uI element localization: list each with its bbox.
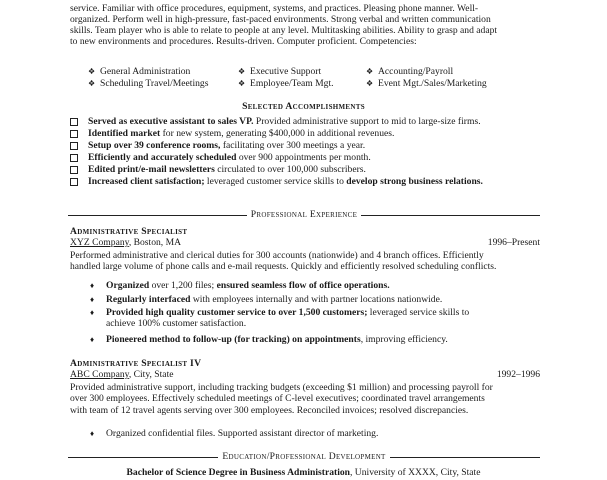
experience-heading-text: Professional Experience xyxy=(247,209,361,220)
job-entry xyxy=(70,358,540,416)
competencies-row xyxy=(88,78,548,90)
accomplishment-item: Increased client satisfaction; leveraged customer service skills to develop strong business relations. xyxy=(70,176,550,188)
job-bullet: ♦ Pioneered method to follow-up (for tracking) on appointments, improving efficiency. xyxy=(90,334,448,345)
job-dates: 1992–1996 xyxy=(496,369,540,381)
education-heading xyxy=(68,451,540,463)
company-line xyxy=(70,369,540,380)
company-line xyxy=(70,237,540,248)
company-name: XYZ Company xyxy=(70,237,129,249)
company-name: ABC Company xyxy=(70,369,129,381)
job-entry xyxy=(70,226,540,273)
job-bullet: ♦ Organized confidential files. Supported assistant director of marketing. xyxy=(90,428,379,439)
accomplishments-heading: Selected Accomplishments xyxy=(242,101,365,112)
company-location: , Boston, MA xyxy=(128,237,182,249)
diamond-bullet-icon: ❖ xyxy=(238,67,246,76)
job-bullet: ♦ Regularly interfaced with employees internally and with partner locations nationwide. xyxy=(90,294,443,305)
accomplishment-item: Identified market for new system, generating $400,000 in additional revenues. xyxy=(70,128,550,140)
summary-line: service. Familiar with office procedures, equipment, systems, and practices. Pleasing phone manner. Well- xyxy=(70,3,479,14)
job-bullet: ♦ Organized over 1,200 files; ensured seamless flow of office operations. xyxy=(90,280,390,291)
competency-item: ❖ Employee/Team Mgt. xyxy=(238,78,334,89)
diamond-bullet-icon: ♦ xyxy=(90,295,95,304)
diamond-bullet-icon: ♦ xyxy=(90,308,95,317)
checkbox-bullet-icon xyxy=(70,166,78,174)
checkbox-bullet-icon xyxy=(70,178,78,186)
company-location: , City, State xyxy=(128,369,174,381)
diamond-bullet-icon: ❖ xyxy=(238,79,246,88)
summary-line: organized. Perform well in high-pressure, fast-paced environments. Strong verbal and written communication xyxy=(70,14,491,26)
accomplishment-item: Setup over 39 conference rooms, facilitating over 300 meetings a year. xyxy=(70,140,550,152)
job-title: Administrative Specialist xyxy=(70,226,188,237)
diamond-bullet-icon: ♦ xyxy=(90,281,95,290)
diamond-bullet-icon: ❖ xyxy=(88,79,96,88)
competency-item: ❖ Executive Support xyxy=(238,66,322,77)
checkbox-bullet-icon xyxy=(70,154,78,162)
experience-heading xyxy=(68,209,540,221)
competency-item: ❖ Accounting/Payroll xyxy=(366,66,454,77)
diamond-bullet-icon: ❖ xyxy=(366,79,374,88)
competencies-row xyxy=(88,66,548,78)
job-title: Administrative Specialist IV xyxy=(70,358,202,369)
diamond-bullet-icon: ♦ xyxy=(90,335,95,344)
job-bullets xyxy=(90,428,530,439)
diamond-bullet-icon: ♦ xyxy=(90,429,95,438)
job-bullet: ♦ Provided high quality customer service to over 1,500 customers; leveraged service skills to achieve 100% customer satisfaction. xyxy=(90,307,470,330)
education-entry xyxy=(0,467,607,478)
checkbox-bullet-icon xyxy=(70,130,78,138)
competency-item: ❖ Scheduling Travel/Meetings xyxy=(88,78,209,89)
accomplishment-item: Edited print/e-mail newsletters circulated to over 100,000 subscribers. xyxy=(70,164,550,176)
job-description: Performed administrative and clerical duties for 300 accounts (nationwide) and 4 branch offices. Efficiently handled large volume of phone calls and e-mail requests. Quickly and efficiently resolved scheduling conflicts. xyxy=(70,250,497,273)
checkbox-bullet-icon xyxy=(70,142,78,150)
school-name: , University of XXXX, City, State xyxy=(350,467,481,478)
accomplishments-list xyxy=(70,116,550,188)
competencies-grid xyxy=(88,66,548,90)
diamond-bullet-icon: ❖ xyxy=(88,67,96,76)
checkbox-bullet-icon xyxy=(70,118,78,126)
education-heading-text: Education/Professional Development xyxy=(218,451,389,462)
competency-item: ❖ Event Mgt./Sales/Marketing xyxy=(366,78,487,89)
job-description: Provided administrative support, including tracking budgets (exceeding $1 million) and processing payroll for over 300 employees. Effectively scheduled meetings of C-level executives; coordinated travel arrangements with team of 12 travel agents serving over 300 employees. Reconciled invoices; resolved discrepancies. xyxy=(70,382,493,416)
degree-name: Bachelor of Science Degree in Business Administration xyxy=(126,467,350,478)
job-dates: 1996–Present xyxy=(487,237,540,249)
accomplishment-item: Efficiently and accurately scheduled over 900 appointments per month. xyxy=(70,152,550,164)
accomplishment-item: Served as executive assistant to sales VP. Provided administrative support to mid to large-size firms. xyxy=(70,116,550,128)
summary-line: to new environments and procedures. Results-driven. Computer proficient. Competencies: xyxy=(70,36,417,48)
summary-line: skills. Team player who is able to relate to people at any level. Multitasking abilities. Ability to grasp and adapt xyxy=(70,25,498,37)
summary-paragraph xyxy=(70,3,540,48)
competency-item: ❖ General Administration xyxy=(88,66,191,77)
job-bullets xyxy=(90,280,530,348)
diamond-bullet-icon: ❖ xyxy=(366,67,374,76)
